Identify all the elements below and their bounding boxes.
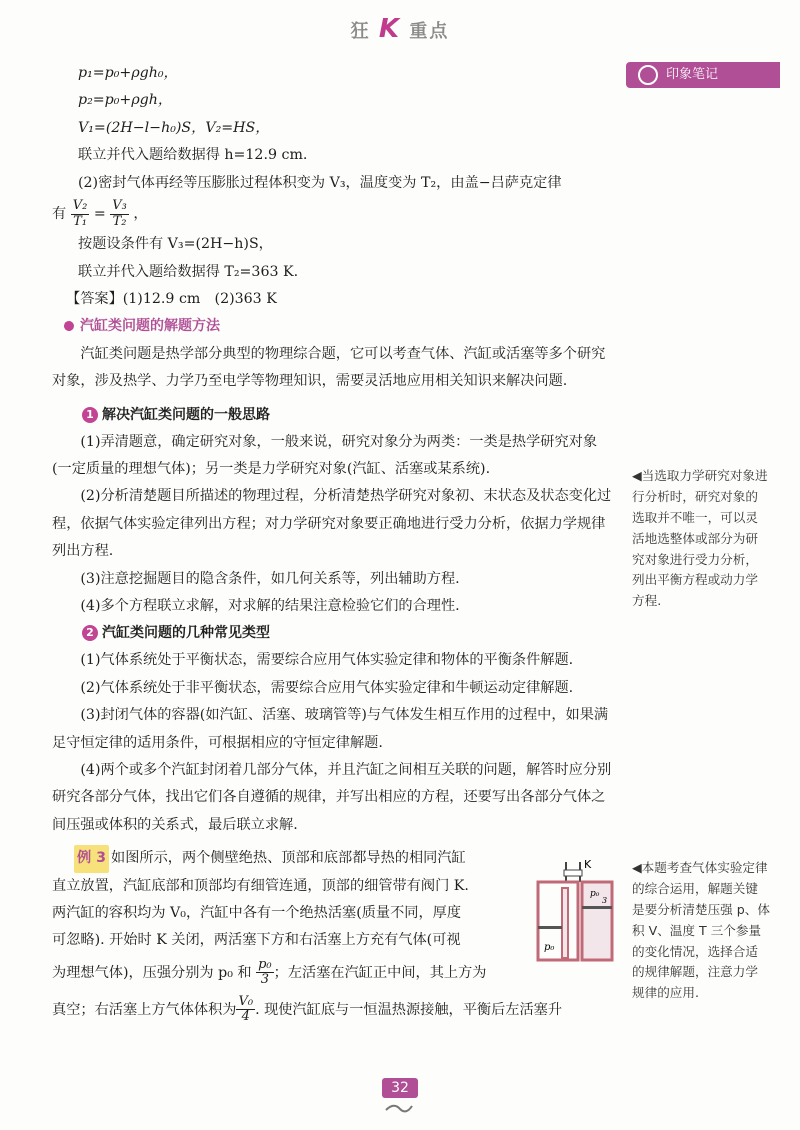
equation-line: V₁=(2H−l−h₀)S，V₂=HS， <box>78 119 270 136</box>
valve-icon <box>564 870 582 876</box>
part2-line2: 按题设条件有 V₃=(2H−h)S， <box>78 236 273 253</box>
example-line: 可忽略). 开始时 K 关闭，两活塞下方和右活塞上方充有气体(可视 <box>52 932 461 949</box>
cylinder-diagram <box>520 858 620 968</box>
section-heading <box>52 313 612 340</box>
page-ornament-icon <box>384 1102 414 1116</box>
equation-line: p₁=p₀+ρgh₀， <box>78 65 178 81</box>
notes-tag-label: 印象笔记 <box>666 67 719 82</box>
example-text: . 现使汽缸底与一恒温热源接触，平衡后左活塞升 <box>255 1001 563 1018</box>
example-line <box>52 992 612 1029</box>
page-number: 32 <box>382 1078 418 1098</box>
sidebar-note-1: ◀当选取力学研究对象进行分析时，研究对象的选取并不唯一，可以灵活地选整体或部分为研究对象进行受力分析，列出平衡方程或动力学方程. <box>632 468 768 609</box>
example-text: 为理想气体)，压强分别为 p₀ 和 <box>52 964 252 981</box>
fraction-v3-t2: $\frac{\text{V₃}}{\text{T₂}}$ <box>112 198 127 229</box>
list-item: (4)多个方程联立求解，对求解的结果注意检验它们的合理性. <box>80 598 460 614</box>
example-block <box>52 845 522 955</box>
answer-line: 【答案】(1)12.9 cm (2)363 K <box>66 290 277 307</box>
number-badge-icon: 2 <box>82 625 98 641</box>
example-label: 例 3 <box>74 845 109 872</box>
list-item: (1)弄清题意，确定研究对象，一般来说，研究对象分为两类：一类是热学研究对象(一定质量的理想气体)；另一类是力学研究对象(汽缸、活塞或某系统). <box>52 433 598 477</box>
header-left: 狂 <box>350 21 371 42</box>
subsection-2-title: 汽缸类问题的几种常见类型 <box>102 625 270 642</box>
top-pressure-label: p₀ <box>590 889 600 899</box>
part2-have: 有 <box>52 206 67 223</box>
list-item: (3)注意挖掘题目的隐含条件，如几何关系等，列出辅助方程. <box>80 570 460 587</box>
section-intro: 汽缸类问题是热学部分典型的物理综合题，它可以考查气体、汽缸或活塞等多个研究对象，涉及热学、力学乃至电学等物理知识，需要灵活地应用相关知识来解决问题. <box>52 345 606 390</box>
part2-line3: 联立并代入题给数据得 T₂=363 K. <box>78 263 299 280</box>
left-piston <box>538 926 562 929</box>
sidebar-note-2: ◀本题考查气体实验定律的综合运用，解题关键是要分析清楚压强 p、体积 V、温度 T 三个参量的变化情况，选择合适的规律解题，注意力学规律的应用. <box>632 860 770 1001</box>
list-item: (3)封闭气体的容器(如汽缸、活塞、玻璃管等)与气体发生相互作用的过程中，如果满足守恒定律的适用条件，可根据相应的守恒定律解题. <box>52 707 609 751</box>
section-title: 汽缸类问题的解题方法 <box>80 318 220 335</box>
list-item: (2)气体系统处于非平衡状态，需要综合应用气体实验定律和牛顿运动定律解题. <box>80 679 574 696</box>
fraction-v2-t1: $\frac{\text{V₂}}{\text{T₁}}$ <box>72 198 88 229</box>
equation-line: 联立并代入题给数据得 h=12.9 cm. <box>78 147 308 164</box>
notes-icon <box>638 65 658 85</box>
comma: ， <box>133 206 148 223</box>
valve-label: K <box>584 858 592 871</box>
cylinder-figure <box>520 858 620 968</box>
fraction-v0-4: $\frac{\text{V₀}}{4}$ <box>238 994 254 1025</box>
number-badge-icon: 1 <box>82 407 98 423</box>
page-header <box>0 14 800 44</box>
example-text: 如图所示，两个侧壁绝热、顶部和底部都导热的相同汽缸 <box>111 850 466 867</box>
example-line: 直立放置，汽缸底部和顶部均有细管连通，顶部的细管带有阀门 K. <box>52 877 469 894</box>
subsection-1-title: 解决汽缸类问题的一般思路 <box>102 406 270 423</box>
list-item: (2)分析清楚题目所描述的物理过程，分析清楚热学研究对象初、末状态及状态变化过程，依据气体实验定律列出方程；对力学研究对象要正确地进行受力分析，依据力学规律列出方程. <box>52 488 612 560</box>
subsection-1-heading <box>52 402 612 429</box>
notes-tag <box>626 62 780 88</box>
example-line <box>52 845 522 872</box>
subsection-2-heading <box>52 620 612 647</box>
header-k-logo: K <box>378 14 402 44</box>
part2-fraction-line <box>52 197 612 231</box>
part2-intro: (2)密封气体再经等压膨胀过程体积变为 V₃，温度变为 T₂，由盖−吕萨克定律 <box>78 174 562 191</box>
example-text: ；左活塞在汽缸正中间，其上方为 <box>273 964 487 981</box>
example-line: 两汽缸的容积均为 V₀，汽缸中各有一个绝热活塞(质量不同，厚度 <box>52 905 462 922</box>
header-right: 重点 <box>409 21 450 42</box>
right-piston <box>582 906 612 909</box>
equals-sign: = <box>93 206 106 223</box>
equation-line: p₂=p₀+ρgh， <box>78 92 173 109</box>
bottom-pressure-label: p₀ <box>544 942 555 953</box>
example-text: 真空；右活塞上方气体体积为 <box>52 1001 237 1018</box>
section-dot-icon <box>63 320 76 333</box>
top-pressure-den: 3 <box>602 896 608 905</box>
list-item: (1)气体系统处于平衡状态，需要综合应用气体实验定律和物体的平衡条件解题. <box>80 652 574 669</box>
fraction-p0-3: $\frac{\text{p₀}}{3}$ <box>258 957 272 988</box>
list-item: (4)两个或多个汽缸封闭着几部分气体，并且汽缸之间相互关联的问题，解答时应分别研究各部分气体，找出它们各自遵循的规律，并写出相应的方程，还要写出各部分气体之间压强或体积的关系式，最后联立求解. <box>52 762 612 833</box>
